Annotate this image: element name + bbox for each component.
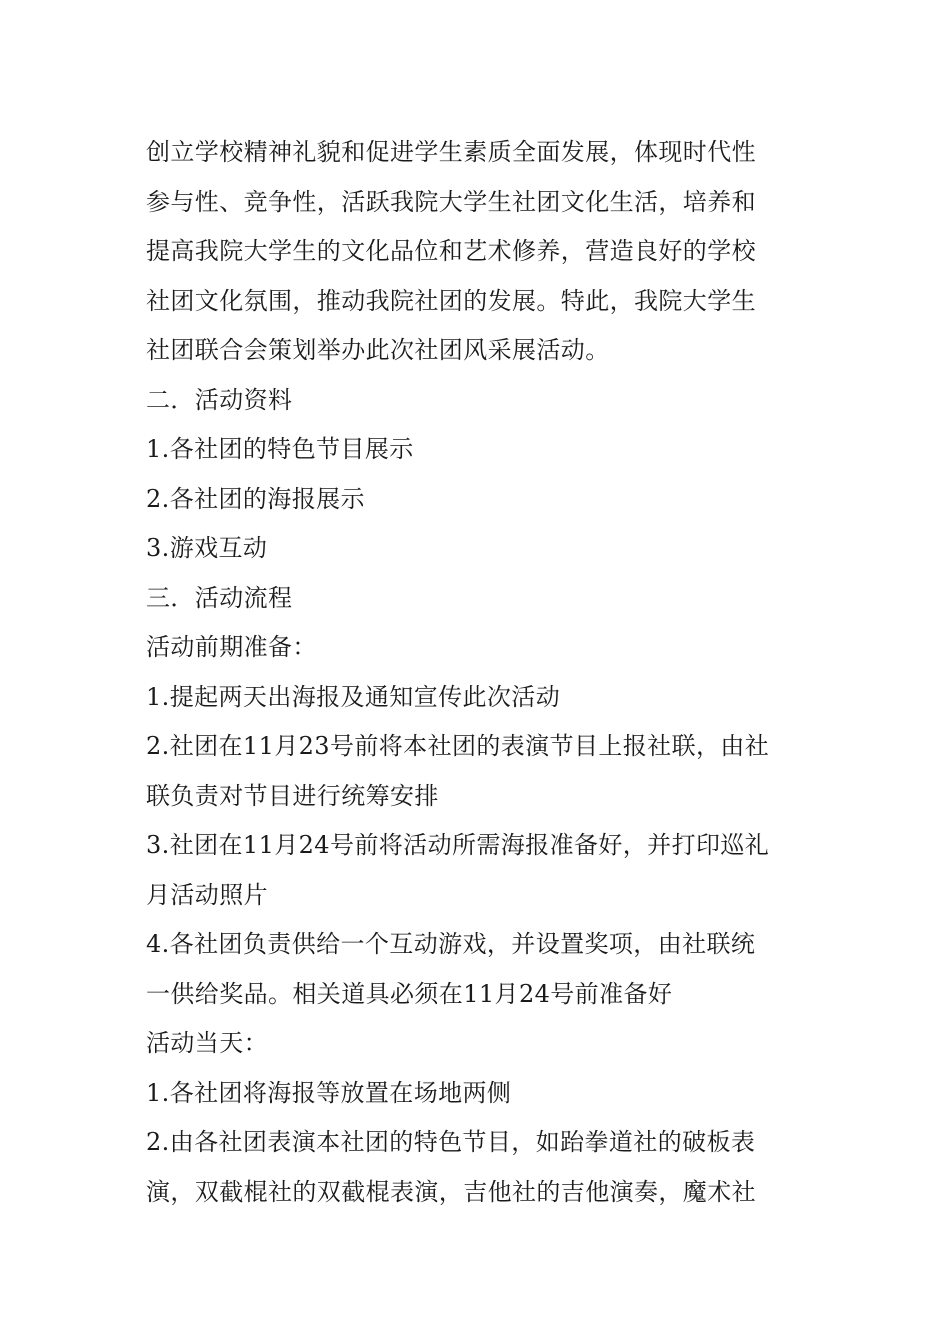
paragraph-line: 社团联合会策划举办此次社团风采展活动。 xyxy=(146,336,610,364)
list-item: 1.各社团的特色节目展示 xyxy=(146,435,414,463)
subsection-heading: 活动当天： xyxy=(146,1029,268,1057)
list-item: 2.各社团的海报展示 xyxy=(146,484,365,513)
list-item: 3.游戏互动 xyxy=(146,534,268,562)
paragraph-line: 参与性、竞争性，活跃我院大学生社团文化生活，培养和 xyxy=(146,187,756,216)
list-item: 1.各社团将海报等放置在场地两侧 xyxy=(146,1078,512,1107)
list-item: 3.社团在11月24号前将活动所需海报准备好，并打印巡礼 xyxy=(146,831,770,859)
paragraph-line: 创立学校精神礼貌和促进学生素质全面发展，体现时代性 xyxy=(146,138,756,166)
list-item-continuation: 演，双截棍社的双截棍表演，吉他社的吉他演奏，魔术社 xyxy=(146,1177,756,1206)
list-item-continuation: 月活动照片 xyxy=(146,880,268,909)
paragraph-line: 提高我院大学生的文化品位和艺术修养，营造良好的学校 xyxy=(146,237,756,265)
section-heading: 二．活动资料 xyxy=(146,385,293,414)
list-item: 2.社团在11月23号前将本社团的表演节目上报社联，由社 xyxy=(146,732,770,760)
list-item-continuation: 联负责对节目进行统筹安排 xyxy=(146,781,439,810)
document-body xyxy=(146,128,808,1217)
list-item: 4.各社团负责供给一个互动游戏，并设置奖项，由社联统 xyxy=(146,930,756,958)
list-item: 2.由各社团表演本社团的特色节目，如跆拳道社的破板表 xyxy=(146,1128,756,1156)
list-item: 1.提起两天出海报及通知宣传此次活动 xyxy=(146,682,561,711)
paragraph-line: 社团文化氛围，推动我院社团的发展。特此，我院大学生 xyxy=(146,286,756,315)
list-item-continuation: 一供给奖品。相关道具必须在11月24号前准备好 xyxy=(146,979,673,1008)
subsection-heading: 活动前期准备： xyxy=(146,633,317,661)
section-heading: 三．活动流程 xyxy=(146,583,293,612)
